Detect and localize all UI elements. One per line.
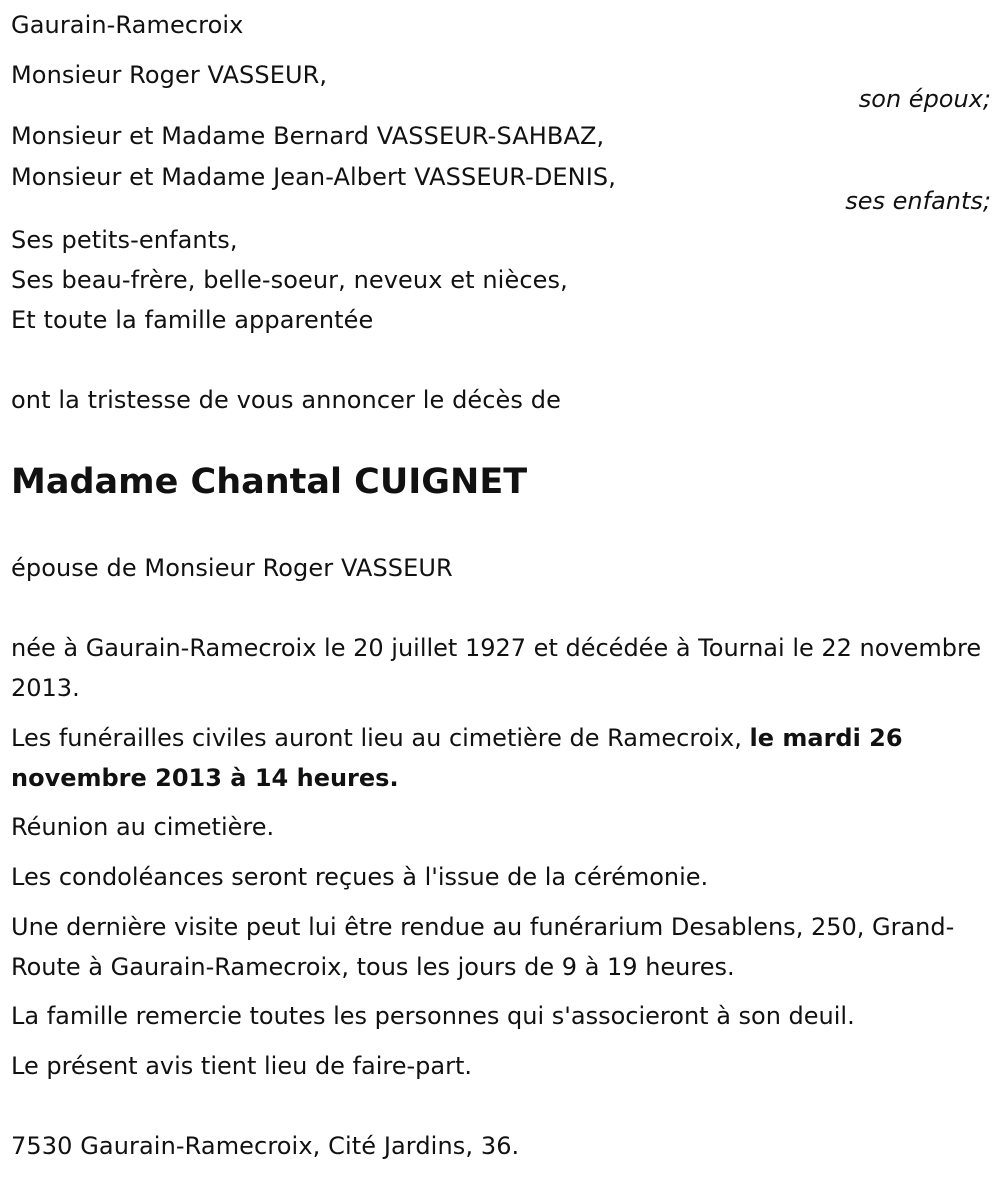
meeting-line: Réunion au cimetière. xyxy=(11,813,275,841)
extended-family-line: Ses beau-frère, belle-soeur, neveux et nièces, xyxy=(11,266,568,294)
funeral-datetime: le mardi 26 novembre 2013 à 14 heures. xyxy=(11,724,903,792)
address-line: 7530 Gaurain-Ramecroix, Cité Jardins, 36. xyxy=(11,1132,520,1160)
funeral-location: Les funérailles civiles auront lieu au cimetière de Ramecroix, xyxy=(11,724,750,752)
spouse-name: Monsieur Roger VASSEUR, xyxy=(11,61,328,89)
spouse-role: son époux; xyxy=(858,85,991,113)
grandchildren-line: Ses petits-enfants, xyxy=(11,226,238,254)
announcement-intro: ont la tristesse de vous annoncer le décès de xyxy=(11,386,561,414)
town-header: Gaurain-Ramecroix xyxy=(11,11,244,39)
child-line-1: Monsieur et Madame Bernard VASSEUR-SAHBAZ, xyxy=(11,122,605,150)
birth-death-paragraph: née à Gaurain-Ramecroix le 20 juillet 1927 et décédée à Tournai le 22 novembre 2013. xyxy=(11,634,982,702)
funeral-paragraph xyxy=(11,718,986,798)
obituary-notice xyxy=(11,0,991,1181)
child-line-2: Monsieur et Madame Jean-Albert VASSEUR-DENIS, xyxy=(11,163,616,191)
related-family-line: Et toute la famille apparentée xyxy=(11,306,374,334)
children-role: ses enfants; xyxy=(845,187,991,215)
visit-paragraph: Une dernière visite peut lui être rendue au funérarium Desablens, 250, Grand-Route à Gaurain-Ramecroix, tous les jours de 9 à 19 heures. xyxy=(11,913,955,981)
notice-line: Le présent avis tient lieu de faire-part. xyxy=(11,1052,473,1080)
deceased-name: Madame Chantal CUIGNET xyxy=(11,462,528,502)
thanks-line: La famille remercie toutes les personnes qui s'associeront à son deuil. xyxy=(11,1002,855,1030)
condolences-line: Les condoléances seront reçues à l'issue de la cérémonie. xyxy=(11,863,709,891)
spouse-of-line: épouse de Monsieur Roger VASSEUR xyxy=(11,554,453,582)
